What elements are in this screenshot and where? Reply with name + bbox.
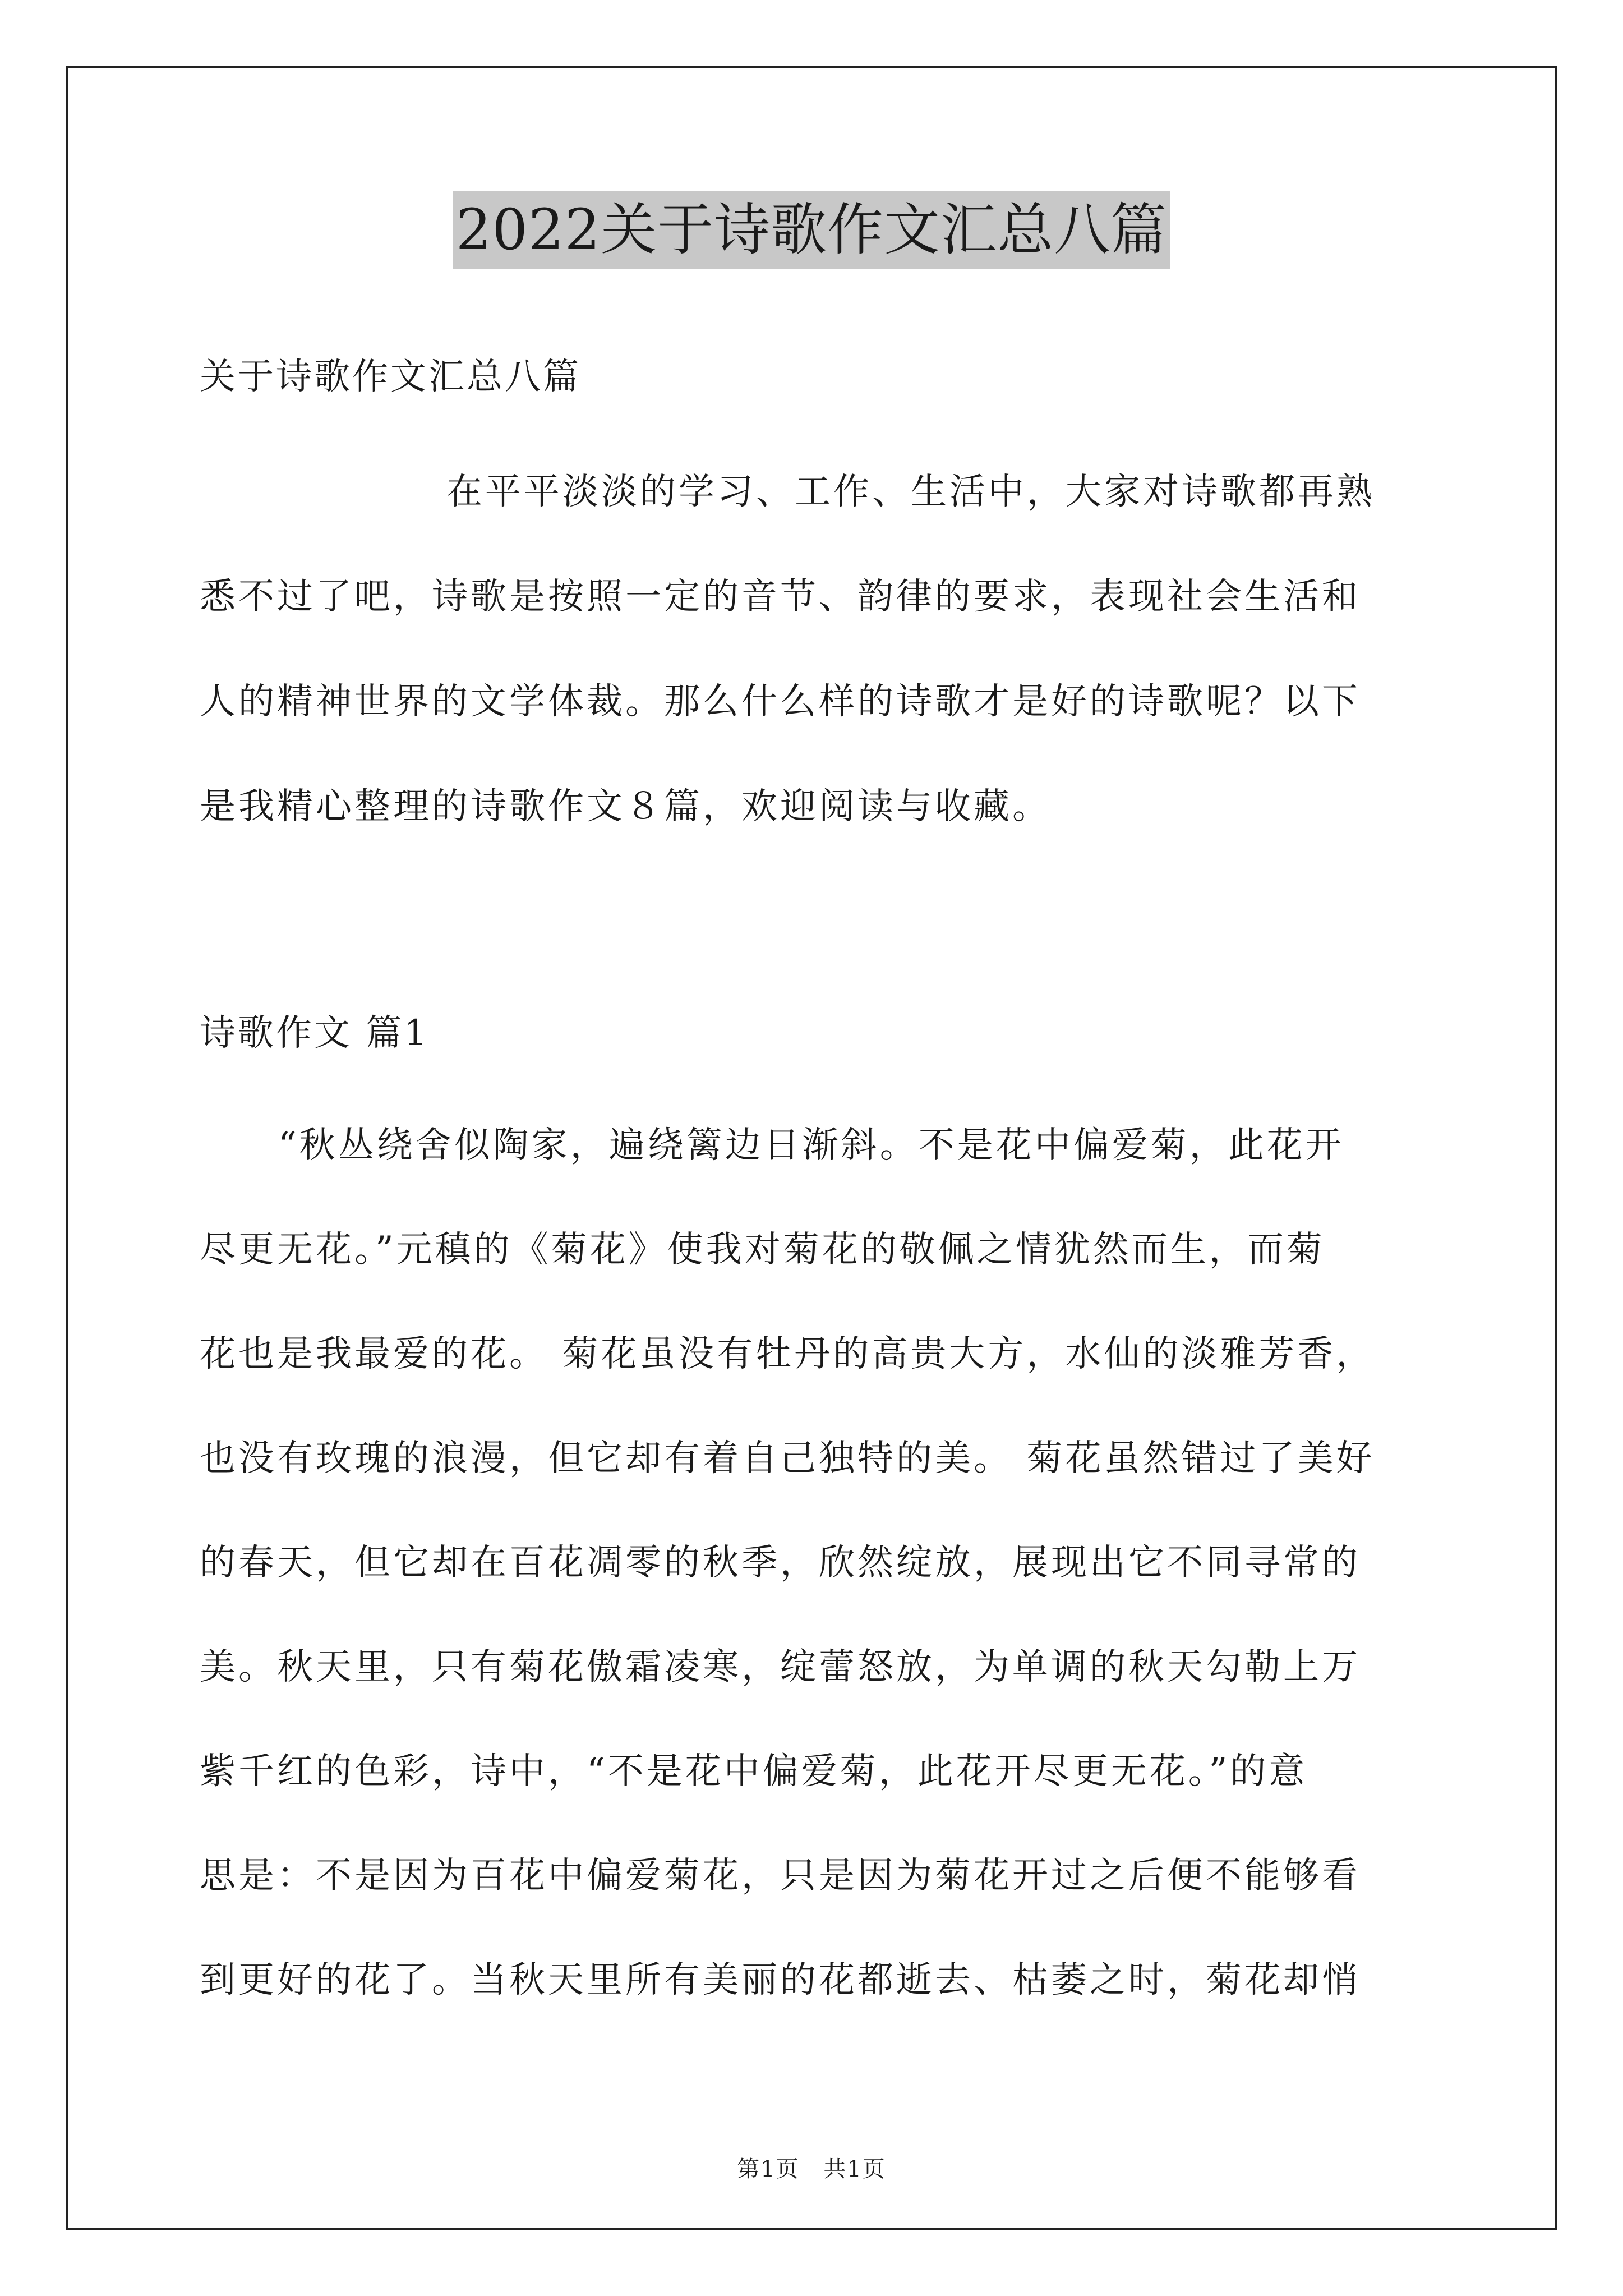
title-container xyxy=(0,191,1623,269)
section-heading: 诗歌作文 篇1 xyxy=(200,1013,430,1054)
body-line: 紫千红的色彩，诗中，“不是花中偏爱菊，此花开尽更无花。”的意 xyxy=(200,1751,1308,1792)
body-line: 的春天，但它却在百花凋零的秋季，欣然绽放，展现出它不同寻常的 xyxy=(200,1542,1361,1584)
body-line: 尽更无花。”元稹的《菊花》使我对菊花的敬佩之情犹然而生，而菊 xyxy=(200,1229,1325,1271)
body-line: 思是：不是因为百花中偏爱菊花，只是因为菊花开过之后便不能够看 xyxy=(200,1855,1361,1897)
page-total: 共1页 xyxy=(823,2156,886,2182)
body-line: 也没有玫瑰的浪漫，但它却有着自己独特的美。 菊花虽然错过了美好 xyxy=(200,1438,1375,1479)
page-number: 第1页 xyxy=(737,2156,800,2182)
document-subtitle: 关于诗歌作文汇总八篇 xyxy=(200,356,581,398)
intro-line: 在平平淡淡的学习、工作、生活中，大家对诗歌都再熟 xyxy=(446,471,1375,513)
document-title: 2022关于诗歌作文汇总八篇 xyxy=(453,191,1171,269)
body-line: 到更好的花了。当秋天里所有美丽的花都逝去、枯萎之时，菊花却悄 xyxy=(200,1959,1361,2001)
intro-line: 悉不过了吧，诗歌是按照一定的音节、韵律的要求，表现社会生活和 xyxy=(200,576,1361,618)
body-line: “秋丛绕舍似陶家，遍绕篱边日渐斜。不是花中偏爱菊，此花开 xyxy=(278,1125,1344,1166)
intro-line: 人的精神世界的文学体裁。那么什么样的诗歌才是好的诗歌呢？以下 xyxy=(200,681,1361,723)
body-line: 花也是我最爱的花。 菊花虽没有牡丹的高贵大方，水仙的淡雅芳香， xyxy=(200,1333,1375,1375)
body-line: 美。秋天里，只有菊花傲霜凌寒，绽蕾怒放，为单调的秋天勾勒上万 xyxy=(200,1646,1361,1688)
page-footer xyxy=(0,2151,1623,2183)
intro-line: 是我精心整理的诗歌作文８篇，欢迎阅读与收藏。 xyxy=(200,786,1051,827)
